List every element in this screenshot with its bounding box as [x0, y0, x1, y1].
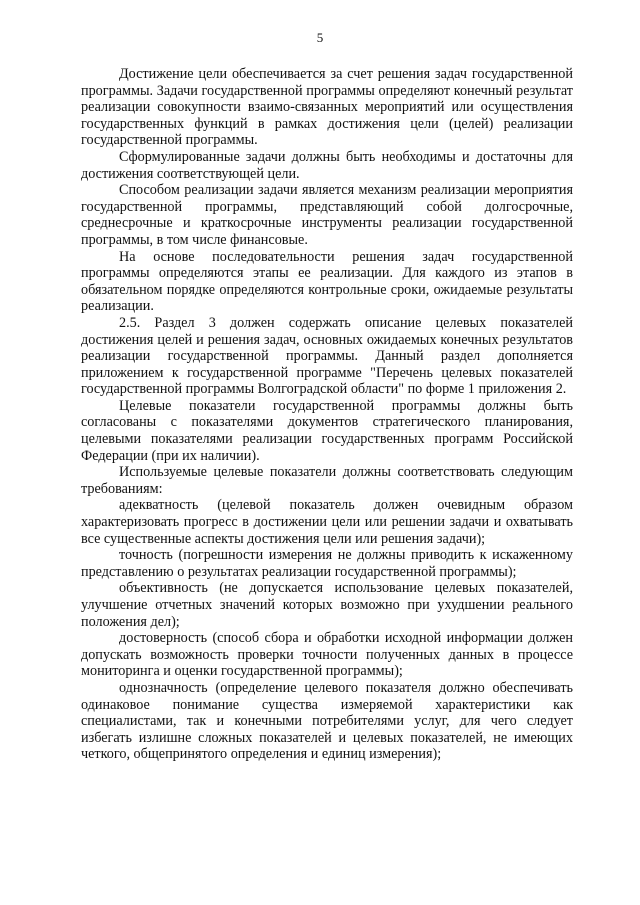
document-body — [81, 66, 573, 763]
paragraph: Достижение цели обеспечивается за счет решения задач государственной программы. Задачи государственной программы определяют конечный результат реализации совокупности взаимо-связанных мероприятий или осуществления государственных функций в рамках достижения цели (целей) реализации государственной программы. — [81, 66, 573, 149]
paragraph: однозначность (определение целевого показателя должно обеспечивать одинаковое понимание существа измеряемой характеристики как специалистами, так и конечными потребителями услуг, для чего следует избегать излишне сложных показателей и целевых показателей, не имеющих четкого, общепринятого определения и единиц измерения); — [81, 679, 573, 763]
paragraph: Сформулированные задачи должны быть необходимы и достаточны для достижения соответствующей цели. — [81, 148, 573, 182]
paragraph: Целевые показатели государственной программы должны быть согласованы с показателями документов стратегического планирования, целевыми показателями реализации государственных программ Российской Федерации (при их наличии). — [81, 397, 573, 464]
paragraph: точность (погрешности измерения не должны приводить к искаженному представлению о результатах реализации государственной программы); — [81, 547, 573, 580]
paragraph: адекватность (целевой показатель должен очевидным образом характеризовать прогресс в достижении цели или решении задачи и охватывать все существенные аспекты достижения цели или решения задачи); — [81, 497, 573, 547]
paragraph: достоверность (способ сбора и обработки исходной информации должен допускать возможность проверки точности полученных данных в процессе мониторинга и оценки государственной программы); — [81, 630, 573, 680]
page-number: 5 — [316, 30, 324, 45]
paragraph: объективность (не допускается использование целевых показателей, улучшение отчетных значений которых возможно при ухудшении реального положения дел); — [81, 580, 573, 630]
paragraph: Используемые целевые показатели должны соответствовать следующим требованиям: — [81, 464, 573, 497]
paragraph: Способом реализации задачи является механизм реализации мероприятия государственной программы, представляющий собой долгосрочные, среднесрочные и краткосрочные инструменты реализации государственной программы, в том числе финансовые. — [81, 182, 573, 248]
paragraph: На основе последовательности решения задач государственной программы определяются этапы ее реализации. Для каждого из этапов в обязательном порядке определяются контрольные сроки, ожидаемые результаты реализации. — [81, 248, 573, 315]
paragraph: 2.5. Раздел 3 должен содержать описание целевых показателей достижения целей и решения задач, основных ожидаемых конечных результатов реализации государственной программы. Данный раздел дополняется приложением к государственной программе "Перечень целевых показателей государственной программы Волгоградской области" по форме 1 приложения 2. — [81, 314, 573, 398]
